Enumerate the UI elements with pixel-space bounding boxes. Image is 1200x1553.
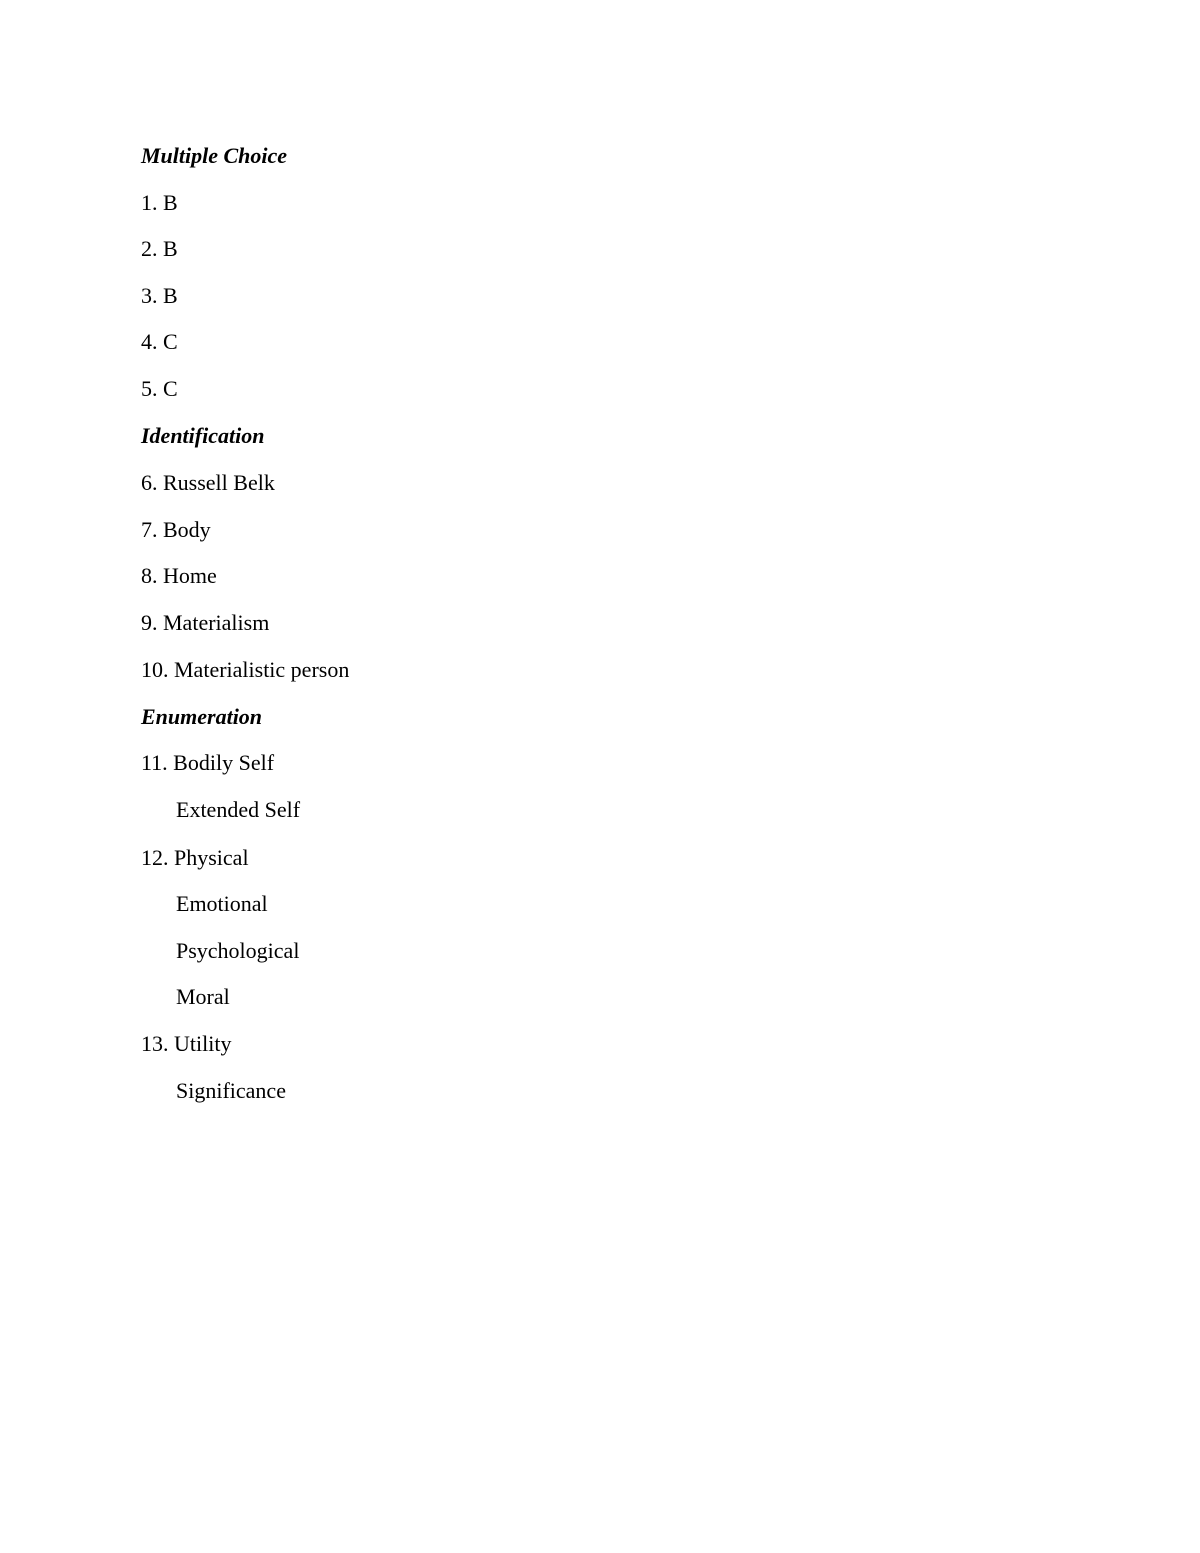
answer-item: 8. Home	[141, 563, 217, 588]
answer-item: 11. Bodily Self	[141, 750, 275, 775]
answer-subitem: Psychological	[176, 938, 300, 963]
answer-subitem: Emotional	[176, 891, 268, 916]
answer-item: 4. C	[141, 329, 178, 354]
answer-item: 1. B	[141, 190, 178, 215]
answer-item: 3. B	[141, 283, 178, 308]
answer-subitem: Moral	[176, 984, 230, 1009]
answer-subitem: Significance	[176, 1078, 286, 1103]
answer-item: 6. Russell Belk	[141, 470, 275, 495]
section-heading-enumeration: Enumeration	[141, 704, 263, 729]
answer-item: 7. Body	[141, 517, 211, 542]
answer-item: 2. B	[141, 236, 178, 261]
section-heading-multiple-choice: Multiple Choice	[141, 143, 288, 168]
section-heading-identification: Identification	[141, 423, 265, 448]
answer-item: 5. C	[141, 376, 178, 401]
answer-item: 10. Materialistic person	[141, 657, 350, 682]
answer-subitem: Extended Self	[176, 797, 301, 822]
answer-item: 13. Utility	[141, 1031, 232, 1056]
answer-item: 9. Materialism	[141, 610, 270, 635]
answer-item: 12. Physical	[141, 845, 249, 870]
